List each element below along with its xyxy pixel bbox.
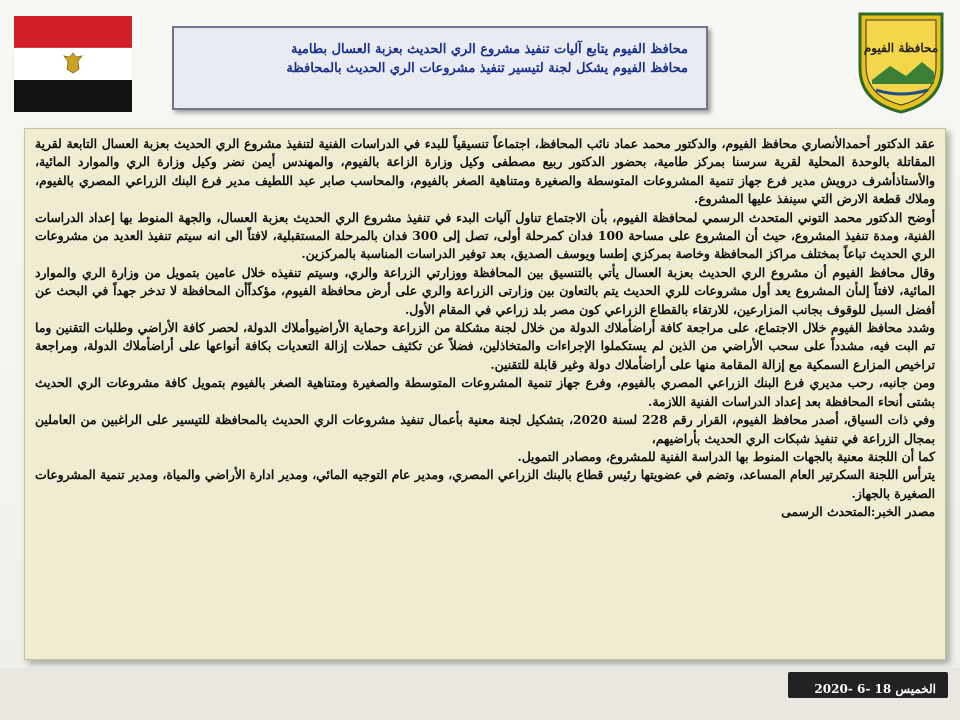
headline-line-1: محافظ الفيوم يتابع آليات تنفيذ مشروع الري الحديث بعزبة العسال بطامية [290,42,688,57]
article-body [24,128,946,660]
footer [0,668,960,720]
article-date: الخميس 18 -6 -2020 [814,682,936,696]
article-paragraph-5: ومن جانبه، رحب مديري فرع البنك الزراعي المصري بالفيوم، وفرع جهاز تنمية المشروعات المتوسطة والصغيرة ومتناهية الصغر بالفيوم بتمويل كافة مشروعات الري الحديث بشتى أنحاء المحافظة بعد إعداد الدراسات الفنية اللازمة. [35,375,935,409]
article-paragraph-6: وفي ذات السياق، أصدر محافظ الفيوم، القرار رقم 228 لسنة 2020، بتشكيل لجنة معنية بأعمال تنفيذ مشروعات الري الحديث بالمحافظة للتيسير على الراغبين من العاملين بمجال الزراعة في تنفيذ شبكات الري الحديث بأراضيهم، [35,412,935,446]
egypt-flag-icon [14,6,132,114]
article-paragraph-2: أوضح الدكتور محمد التوني المتحدث الرسمي لمحافظة الفيوم، بأن الاجتماع تناول آليات البدء في تنفيذ مشروع الري الحديث بعزبة العسال، والجهة المنوط بها إعداد الدراسات الفنية، ومدة تنفيذ المشروع، حيث أن المشروع على مساحة 100 فدان كمرحلة أولى، تصل إلى 300 فدان بالمرحلة المستقبلية، لافتاً الى انه سيتم تنفيذ العديد من مشروعات الري الحديث تباعاً بمختلف مراكز المحافظة وخاصة بمركزي إطسا ويوسف الصديق، بعد توفير الدراسات المناسبة بالمركزين. [35,209,935,262]
flag-red-band [14,16,132,48]
article-paragraph-8: يترأس اللجنة السكرتير العام المساعد، وتضم في عضويتها رئيس قطاع بالبنك الزراعي المصري، ومدير عام التوجيه المائي، ومدير ادارة الأراضي والمياة، ومدير تنمية المشروعات الصغيرة بالجهاز. [35,467,935,501]
flag-black-band [14,80,132,112]
article-source: مصدر الخبر:المتحدث الرسمى [781,504,935,520]
fayoum-logo-icon [850,6,952,116]
article-paragraph-7: كما أن اللجنة معنية بالجهات المنوط بها الدراسة الفنية للمشروع، ومصادر التمويل. [517,448,935,464]
article-paragraph-1: عقد الدكتور أحمدالأنصاري محافظ الفيوم، والدكتور محمد عماد نائب المحافظ، اجتماعاً تنسيقياً للبدء في الدراسات الفنية لتنفيذ مشروع الري الحديث بعزبة العسال التابعة لقرية المقاتلة بالوحدة المحلية لقرية سرسنا بمركز طامية، بحضور الدكتور ربيع مصطفى وكيل وزارة الزاعة بالفيوم، والمهندس أيمن نضر وكيل وزارة الري والموارد المائية، والأستاذأشرف درويش مدير فرع جهاز تنمية المشروعات المتوسطة والصغيرة ومتناهية الصغر بالفيوم، والمحاسب صابر عبد اللطيف مدير فرع البنك الزراعي المصري بالفيوم، وملاك قطعة الارض التي سينفذ عليها المشروع. [35,136,935,207]
article-paragraph-4: وشدد محافظ الفيوم خلال الاجتماع، على مراجعة كافة أراضأملاك الدولة من خلال لجنة مشكلة من الزراعة وحماية الأراضيوأملاك الدولة، لحصر كافة الأراضي وطلبات التقنين وما تم البت فيه، مشدداً على سحب الأراضي من الذين لم يستكملوا الإجراءات والمتخاذلين، فضلاً عن تكثيف حملات إزالة التعديات بكافة أنواعها على أراضأملاك الدولة، ومراجعة تراخيص المزارع السمكية مع إزالة المقامة منها على أراضأملاك دولة وغير قابلة للتقنين. [35,320,935,372]
headline-box [172,26,708,110]
date-bar [788,672,948,698]
headline-line-2: محافظ الفيوم يشكل لجنة لتيسير تنفيذ مشروعات الري الحديث بالمحافظة [286,61,688,76]
eagle-icon [62,51,84,75]
logo-text: محافظة الفيوم [863,41,939,55]
article-paragraph-3: وقال محافظ الفيوم أن مشروع الري الحديث بعزبة العسال يأتي بالتنسيق بين المحافظة ووزارتي الزراعة والري، وسيتم تنفيذه خلال عامين بتمويل من وزارة الري والموارد المائية، لافتاً إلىأن المشروع يعد أول مشروعات للري الحديث يتم بالتعاون بين وزارتى الزراعة والري على أرض محافظة الفيوم، مؤكداًأن المحافظة لا تدخر جهداً في البحث عن أفضل السبل للوقوف بجانب المزارعين، للارتقاء بالقطاع الزراعي كون مصر بلد زراعي في المقام الأول. [35,264,935,317]
